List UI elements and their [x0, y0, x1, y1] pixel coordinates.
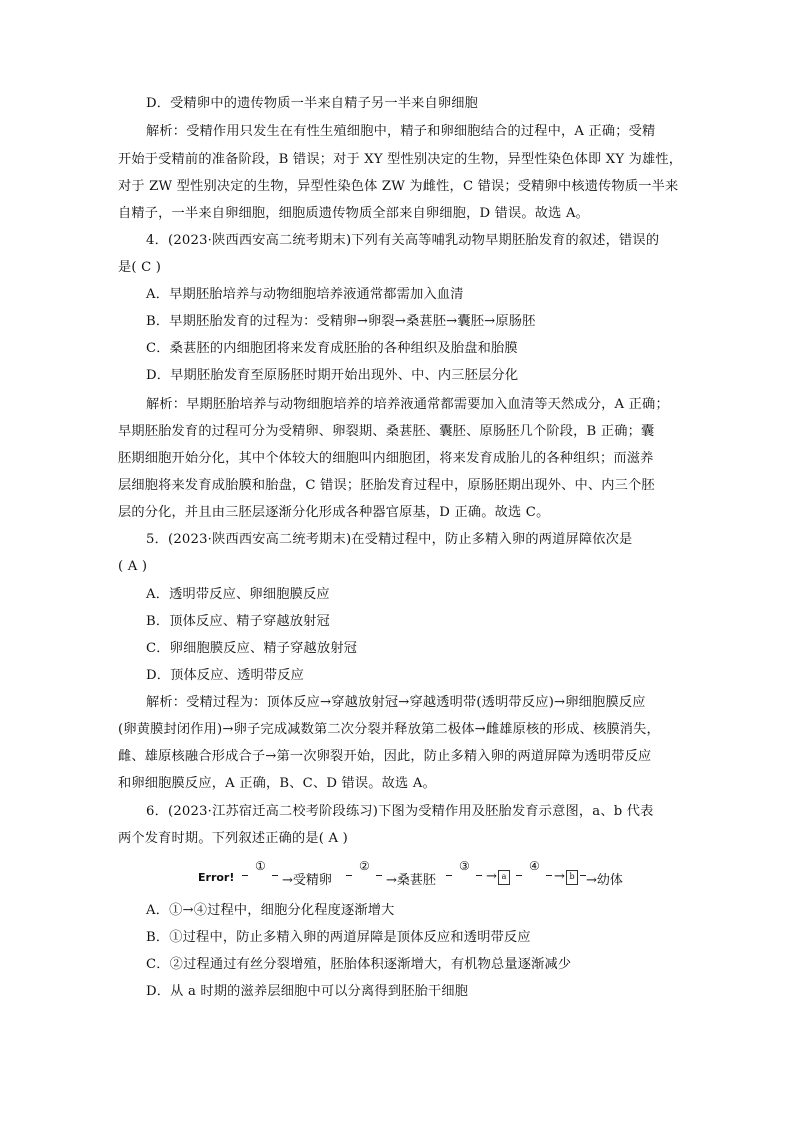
q6-stem: 6．(2023·江苏宿迁高二校考阶段练习)下图为受精作用及胚胎发育示意图，a、b 代表 — [146, 804, 654, 819]
q3-option-d: D．受精卵中的遗传物质一半来自精子另一半来自卵细胞 — [146, 96, 479, 111]
q4-option-c: C．桑葚胚的内细胞团将来发育成胚胎的各种组织及胎盘和胎膜 — [146, 341, 518, 356]
q4-analysis-line: 胚期细胞开始分化，其中个体较大的细胞叫内细胞团，将来发育成胎儿的各种组织；而滋养 — [118, 451, 654, 466]
q4-option-a: A．早期胚胎培养与动物细胞培养液通常都需加入血清 — [146, 287, 464, 302]
arrow-dash — [516, 875, 522, 876]
q3-analysis-line: 自精子，一半来自卵细胞，细胞质遗传物质全部来自卵细胞，D 错误。故选 A。 — [118, 206, 590, 221]
step-1-label: ① — [255, 859, 266, 873]
q5-stem-answer: ( A ) — [118, 559, 148, 574]
stage-b-box: b — [566, 870, 578, 885]
stage-a-box: a — [498, 870, 510, 885]
q5-option-b: B．顶体反应、精子穿越放射冠 — [146, 614, 330, 629]
q5-stem: 5．(2023·陕西西安高二统考期末)在受精过程中，防止多精入卵的两道屏障依次是 — [146, 532, 633, 547]
q4-analysis-line: 早期胚胎发育的过程可分为受精卵、卵裂期、桑葚胚、囊胚、原肠胚几个阶段，B 正确；囊 — [118, 424, 655, 439]
q4-analysis-line: 层细胞将来发育成胎膜和胎盘，C 错误；胚胎发育过程中，原肠胚期出现外、中、内三个胚 — [118, 478, 655, 493]
q5-analysis-line: 和卵细胞膜反应，A 正确，B、C、D 错误。故选 A。 — [118, 776, 436, 791]
fertilization-diagram — [198, 861, 638, 889]
arrow-dash — [546, 875, 552, 876]
q5-analysis-line: (卵黄膜封闭作用)→卵子完成减数第二次分裂并释放第二极体→雌雄原核的形成、核膜消失， — [118, 722, 660, 737]
q4-stem: 4．(2023·陕西西安高二统考期末)下列有关高等哺乳动物早期胚胎发育的叙述，错误的 — [146, 233, 660, 248]
q6-option-b: B．①过程中，防止多精入卵的两道屏障是顶体反应和透明带反应 — [146, 930, 531, 945]
step-3-label: ③ — [459, 859, 470, 873]
q4-option-d: D．早期胚胎发育至原肠胚时期开始出现外、中、内三胚层分化 — [146, 368, 519, 383]
q4-analysis-line: 层的分化，并且由三胚层逐渐分化形成各种器官原基，D 正确。故选 C。 — [118, 505, 550, 520]
arrow-dash — [346, 875, 352, 876]
q5-option-a: A．透明带反应、卵细胞膜反应 — [146, 587, 330, 602]
step-4-label: ④ — [529, 859, 540, 873]
arrow-dash — [242, 875, 248, 876]
q5-option-c: C．卵细胞膜反应、精子穿越放射冠 — [146, 641, 358, 656]
q3-analysis-line: 对于 ZW 型性别决定的生物，异型性染色体 ZW 为雌性，C 错误；受精卵中核遗传物质一半来 — [118, 179, 679, 194]
q6-option-c: C．②过程通过有丝分裂增殖，胚胎体积逐渐增大，有机物总量逐渐减少 — [146, 957, 572, 972]
q4-option-b: B．早期胚胎发育的过程为：受精卵→卵裂→桑葚胚→囊胚→原肠胚 — [146, 314, 536, 329]
step-2-label: ② — [359, 859, 370, 873]
zygote-label: →受精卵 — [282, 873, 332, 888]
q5-option-d: D．顶体反应、透明带反应 — [146, 668, 305, 683]
q3-analysis-line: 解析：受精作用只发生在有性生殖细胞中，精子和卵细胞结合的过程中，A 正确；受精 — [146, 124, 656, 139]
q3-analysis-line: 开始于受精前的准备阶段，B 错误；对于 XY 型性别决定的生物，异型性染色体即 XY 为雄性， — [118, 152, 683, 167]
arrow-dash — [272, 875, 278, 876]
q4-analysis-line: 解析：早期胚胎培养与动物细胞培养的培养液通常都需要加入血清等天然成分，A 正确； — [146, 397, 669, 412]
morula-label: →桑葚胚 — [386, 873, 436, 888]
q5-analysis-line: 雌、雄原核融合形成合子→第一次卵裂开始，因此，防止多精入卵的两道屏障为透明带反应 — [118, 749, 652, 764]
q6-option-d: D．从 a 时期的滋养层细胞中可以分离得到胚胎干细胞 — [146, 984, 469, 999]
q4-stem-answer: 是( C ) — [118, 260, 162, 275]
arrow-dash — [376, 875, 382, 876]
error-label: Error! — [198, 871, 235, 884]
arrow-to-b: → — [554, 869, 565, 884]
arrow-dash — [476, 875, 482, 876]
larva-label: →幼体 — [586, 873, 623, 888]
q6-option-a: A．①→④过程中，细胞分化程度逐渐增大 — [146, 903, 395, 918]
q6-stem-line2: 两个发育时期。下列叙述正确的是( A ) — [118, 831, 349, 846]
arrow-to-a: → — [486, 869, 497, 884]
q5-analysis-line: 解析：受精过程为：顶体反应→穿越放射冠→穿越透明带(透明带反应)→卵细胞膜反应 — [146, 695, 646, 710]
arrow-dash — [446, 875, 452, 876]
